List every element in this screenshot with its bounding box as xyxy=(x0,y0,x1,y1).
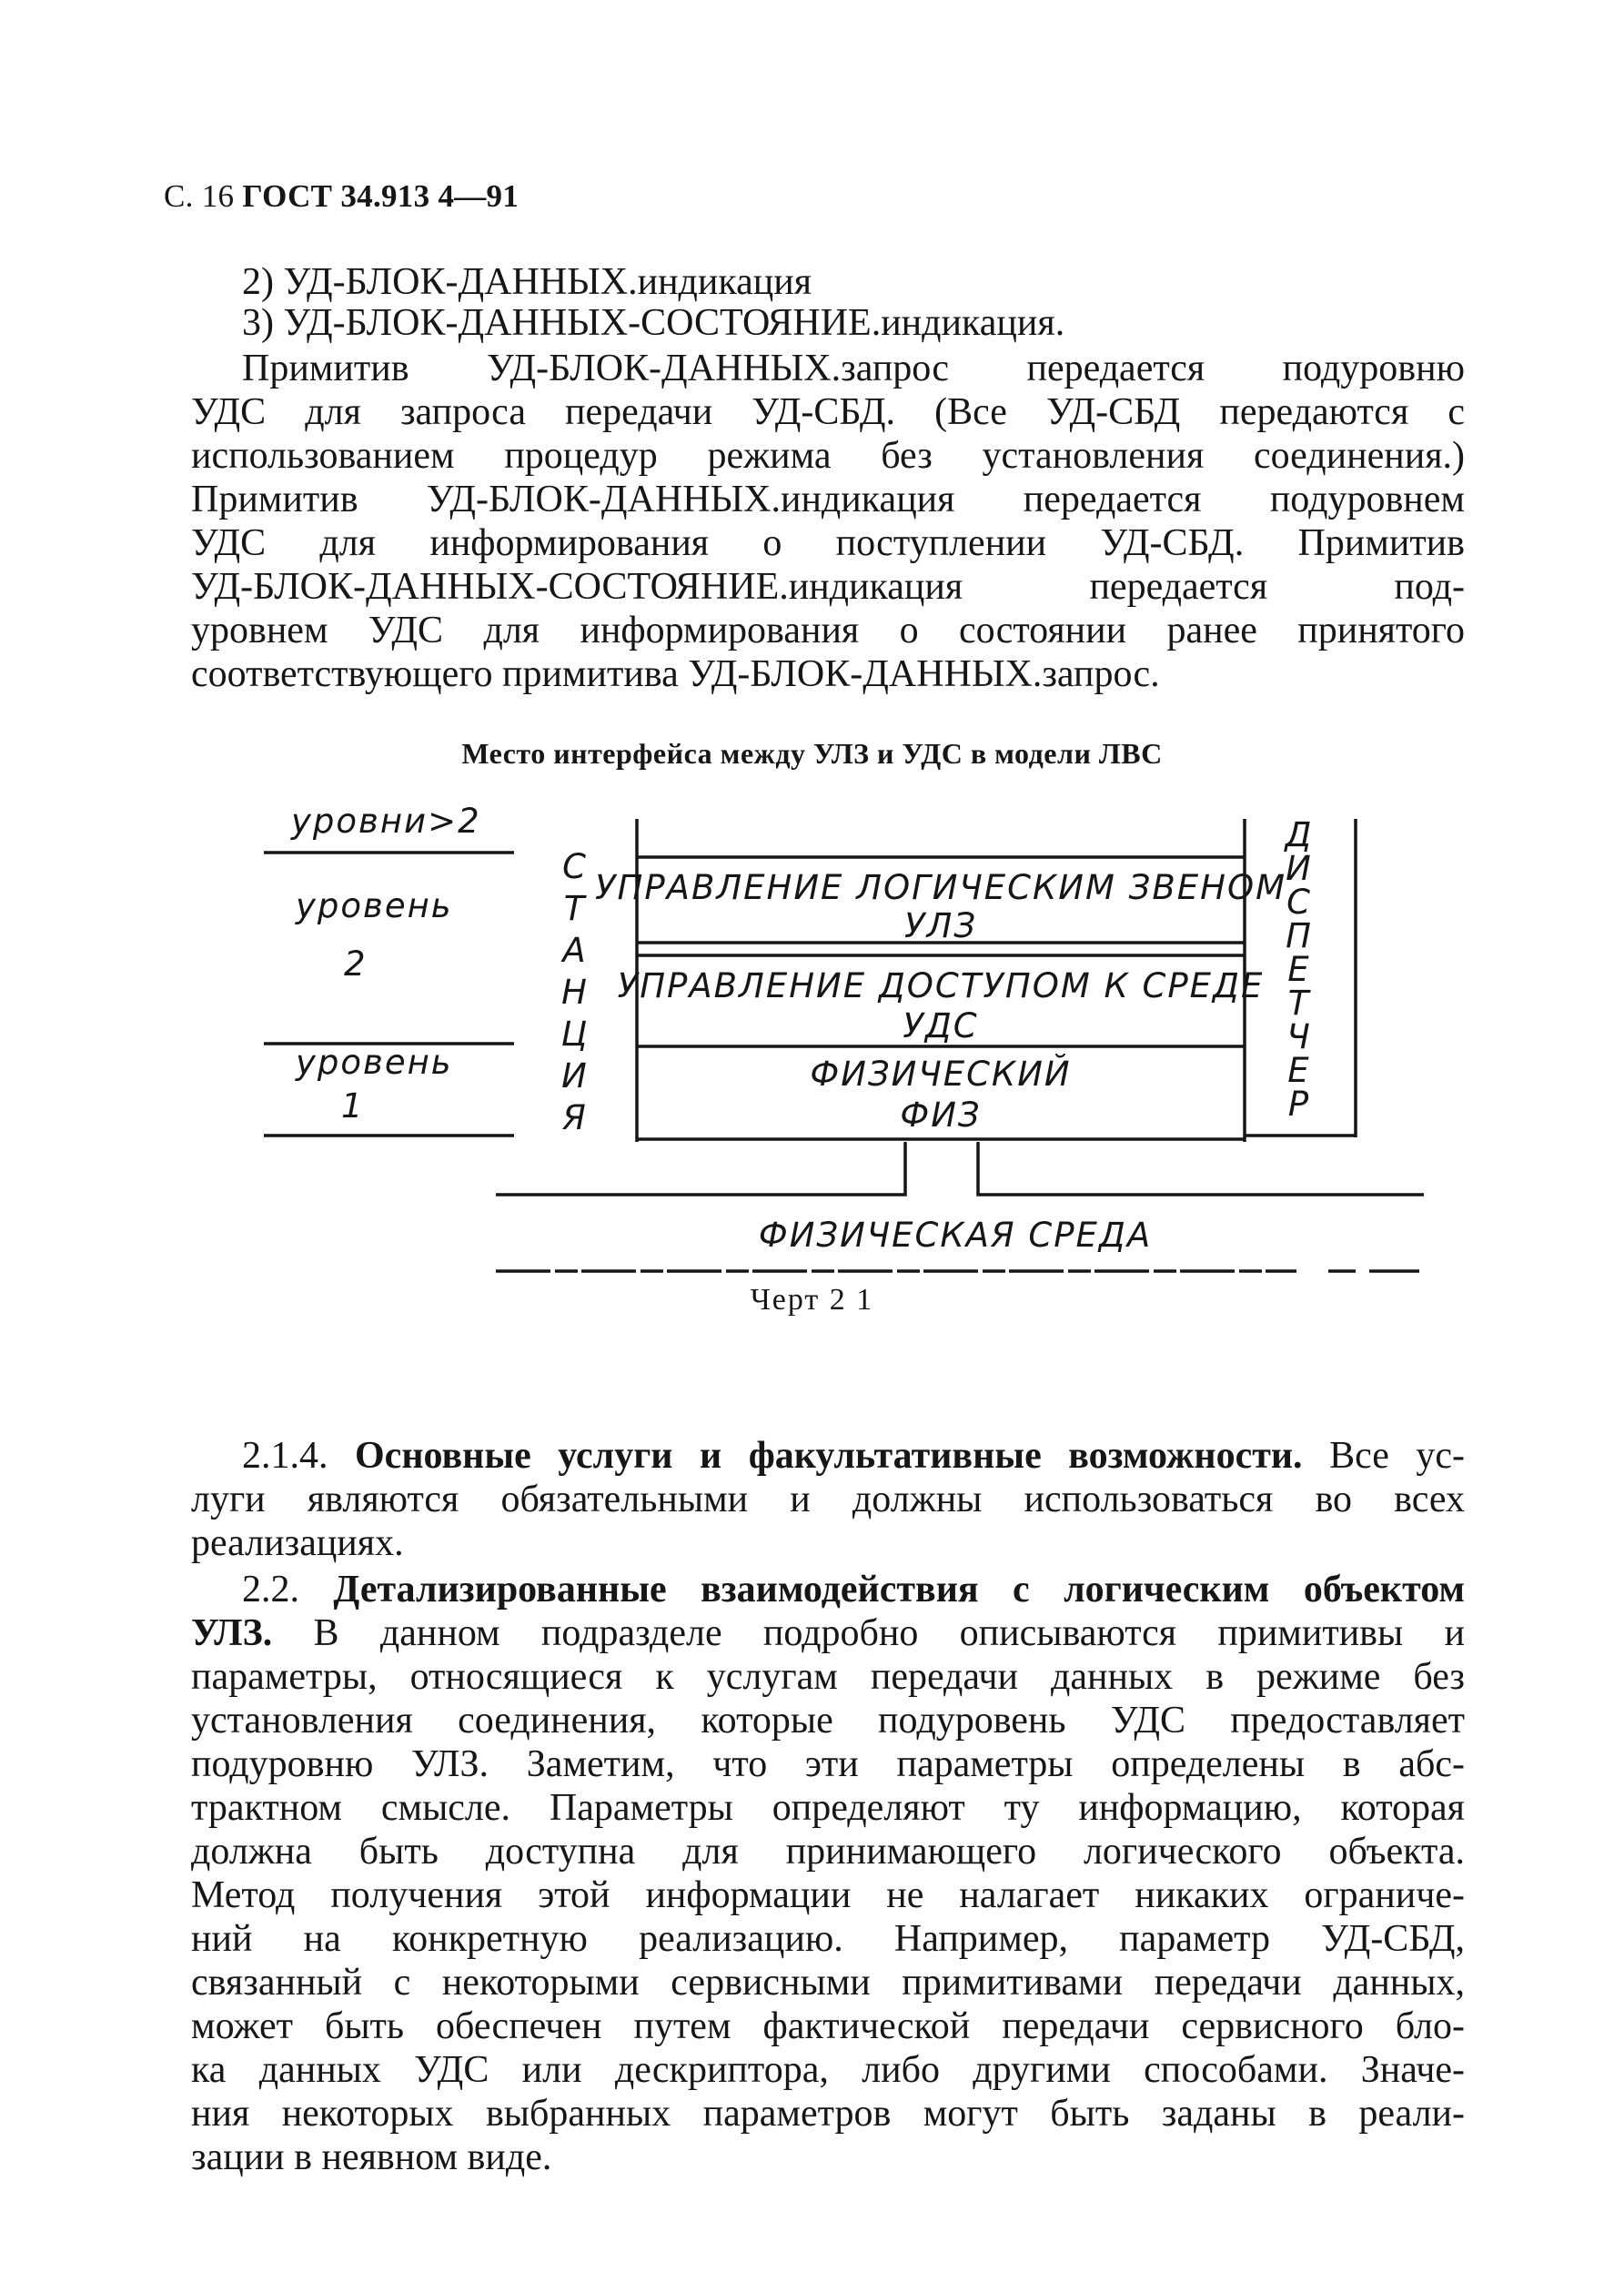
station-letter: И xyxy=(561,1056,589,1096)
figure-caption: Черт 2 1 xyxy=(750,1283,874,1317)
dispatcher-letter: П xyxy=(1286,916,1313,955)
llc-name: УПРАВЛЕНИЕ ЛОГИЧЕСКИМ ЗВЕНОМ xyxy=(594,868,1287,907)
text-line: Примитив УД-БЛОК-ДАННЫХ.индикация передается подуровнем xyxy=(191,479,1465,520)
text-line: соответствующего примитива УД-БЛОК-ДАННЫХ.запрос. xyxy=(191,653,1160,695)
station-letter: Т xyxy=(563,889,587,928)
text-line: 2.1.4. Основные услуги и факультативные возможности. Все ус- xyxy=(242,1435,1466,1477)
medium-connector-right xyxy=(978,1142,1424,1195)
station-letter: С xyxy=(562,847,588,886)
text-line: подуровню УЛЗ. Заметим, что эти параметры определены в абс- xyxy=(191,1743,1465,1785)
level1-label: уровень xyxy=(296,1043,453,1082)
text-line: использованием процедур режима без установления соединения.) xyxy=(191,435,1465,477)
section-number: 2.1.4. xyxy=(242,1435,328,1477)
dispatcher-letter: Ч xyxy=(1286,1017,1312,1056)
dispatcher-letter: Е xyxy=(1287,950,1311,989)
station-letter: Н xyxy=(561,973,589,1012)
level1-number: 1 xyxy=(341,1086,365,1126)
dispatcher-letter: Т xyxy=(1287,984,1311,1023)
text-line: параметры, относящиеся к услугам передачи данных в режиме без xyxy=(191,1656,1465,1698)
text-line: реализациях. xyxy=(191,1522,404,1564)
text-line: Метод получения этой информации не налагает никаких ограниче- xyxy=(191,1874,1465,1916)
text-line: должна быть доступна для принимающего логического объекта. xyxy=(191,1831,1465,1873)
section-number: 2.2. xyxy=(242,1569,299,1611)
text-line: ний на конкретную реализацию. Например, параметр УД-СБД, xyxy=(191,1918,1465,1960)
phy-name: ФИЗИЧЕСКИЙ xyxy=(810,1055,1072,1094)
dispatcher-letter: Д xyxy=(1285,815,1314,854)
level2-label: уровень xyxy=(296,886,453,925)
llc-abbr: УЛЗ xyxy=(903,906,978,945)
text-line: может быть обеспечен путем фактической передачи сервисного бло- xyxy=(191,2005,1465,2047)
station-letter: А xyxy=(562,931,588,970)
medium-label: ФИЗИЧЕСКАЯ СРЕДА xyxy=(758,1216,1153,1255)
mac-name: УПРАВЛЕНИЕ ДОСТУПОМ К СРЕДЕ xyxy=(617,966,1265,1005)
text-line: трактном смысле. Параметры определяют ту информацию, которая xyxy=(191,1787,1465,1829)
text-line: ния некоторых выбранных параметров могут быть заданы в реали- xyxy=(191,2093,1465,2135)
dispatcher-letter: Р xyxy=(1287,1085,1311,1124)
section-heading: Детализированные взаимодействия с логическим объектом xyxy=(333,1569,1465,1611)
phy-abbr: ФИЗ xyxy=(900,1096,982,1135)
station-letter: Я xyxy=(562,1098,588,1137)
text-line: УДС для запроса передачи УД-СБД. (Все УД-СБД передаются с xyxy=(191,391,1465,433)
text-line: ка данных УДС или дескриптора, либо другими способами. Значе- xyxy=(191,2049,1465,2091)
dispatcher-letter: И xyxy=(1286,849,1313,888)
figure-title: Место интерфейса между УЛЗ и УДС в модели ЛВС xyxy=(461,737,1163,770)
text-line: связанный с некоторыми сервисными примитивами передачи данных, xyxy=(191,1962,1465,2004)
standard-number: ГОСТ 34.913 4—91 xyxy=(242,178,519,214)
text-line: Примитив УД-БЛОК-ДАННЫХ.запрос передается подуровню xyxy=(242,348,1465,389)
levels-above-label: уровни>2 xyxy=(291,802,481,841)
text-line: луги являются обязательными и должны использоваться во всех xyxy=(191,1479,1465,1520)
list-item: 2) УД-БЛОК-ДАННЫХ.индикация xyxy=(242,261,812,303)
text-line: зации в неявном виде. xyxy=(191,2136,552,2178)
dispatcher-label xyxy=(1284,815,1314,1124)
dispatcher-letter: Е xyxy=(1287,1051,1311,1090)
text-line xyxy=(242,1567,1465,1612)
list-item: 3) УД-БЛОК-ДАННЫХ-СОСТОЯНИЕ.индикация. xyxy=(242,302,1065,344)
medium-connector-left xyxy=(496,1142,905,1195)
station-label xyxy=(560,847,589,1137)
text-line: УЛЗ. В данном подразделе подробно описываются примитивы и xyxy=(191,1612,1465,1654)
page-number: С. 16 xyxy=(164,178,235,214)
dispatcher-letter: С xyxy=(1286,883,1312,922)
text-line: УДС для информирования о поступлении УД-СБД. Примитив xyxy=(191,522,1465,564)
text-line: установления соединения, которые подуровень УДС предоставляет xyxy=(191,1700,1465,1742)
text-line: УД-БЛОК-ДАННЫХ-СОСТОЯНИЕ.индикация передается под- xyxy=(191,566,1465,608)
station-letter: Ц xyxy=(560,1015,590,1054)
mac-abbr: УДС xyxy=(903,1006,979,1045)
text-line: уровнем УДС для информирования о состоянии ранее принятого xyxy=(191,610,1465,651)
level2-number: 2 xyxy=(344,944,368,984)
section-heading-end: УЛЗ. xyxy=(191,1612,273,1654)
section-heading: Основные услуги и факультативные возможности. xyxy=(355,1435,1303,1477)
